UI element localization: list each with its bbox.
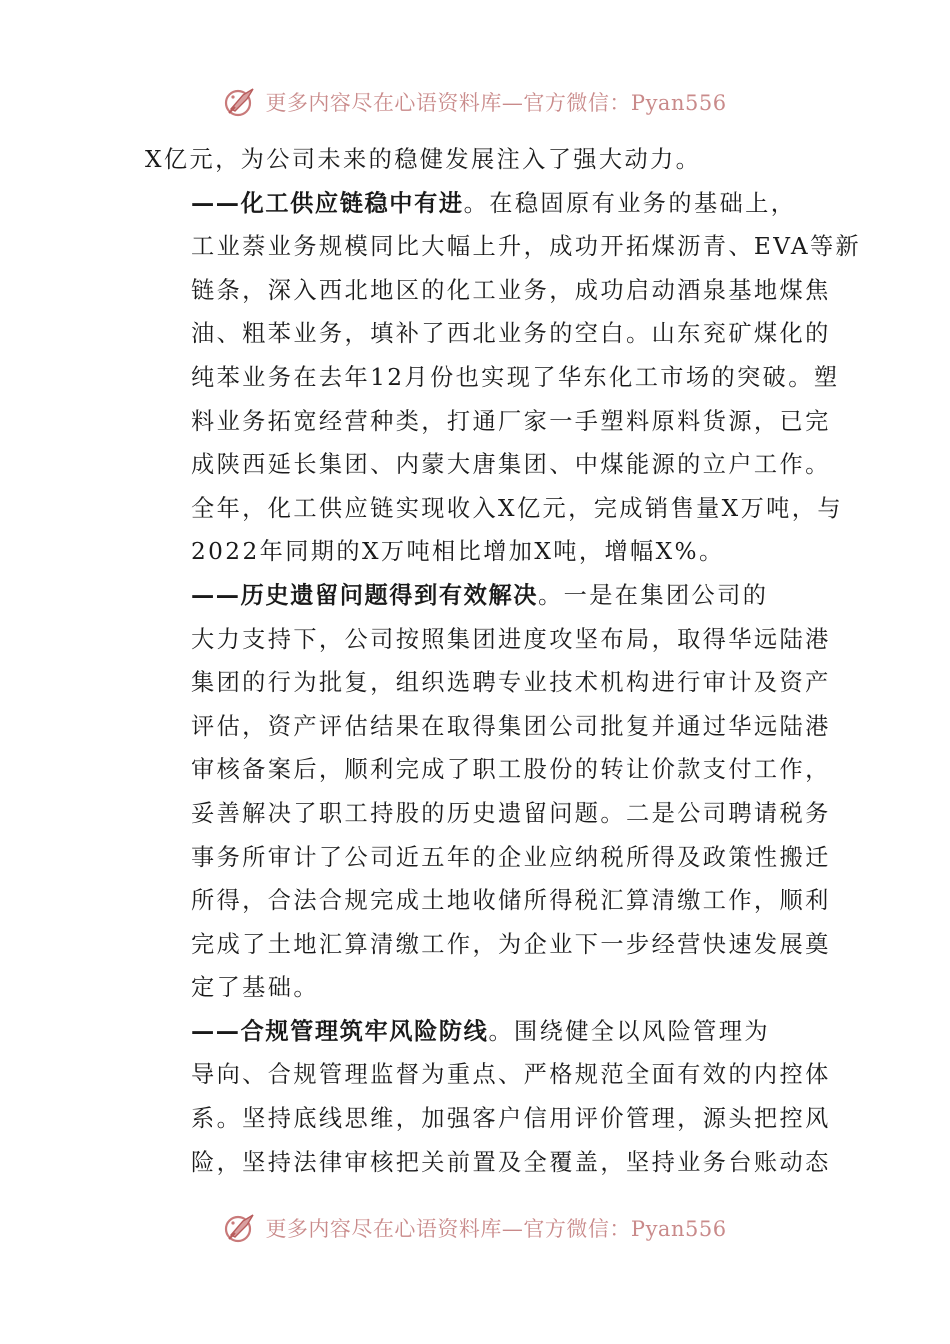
paragraph-legacy-issues [145,574,831,1010]
text-line: 定了基础。 [191,974,319,1002]
section-heading: ——合规管理筑牢风险防线 [191,1017,489,1045]
text-line: X亿元，为公司未来的稳健发展注入了强大动力。 [145,146,702,173]
section-heading: ——化工供应链稳中有进 [191,189,464,217]
quill-logo-icon [223,1211,257,1245]
text-line: 成陕西延长集团、内蒙大唐集团、中煤能源的立户工作。 [191,451,831,479]
text-line [145,1010,810,1054]
text-line: 事务所审计了公司近五年的企业应纳税所得及政策性搬迁 [191,843,831,871]
text-line: 系。坚持底线思维，加强客户信用评价管理，源头把控风 [191,1105,831,1133]
text-line: 2022年同期的X万吨相比增加X吨，增幅X%。 [191,538,725,566]
paragraph-chemical-supply-chain [145,182,862,574]
text-line: 油、粗苯业务，填补了西北业务的空白。山东兖矿煤化的 [191,320,831,348]
text-line: 大力支持下，公司按照集团进度攻坚布局，取得华远陆港 [191,625,831,653]
text-line: 审核备案后，顺利完成了职工股份的转让价款支付工作， [191,756,831,784]
header-watermark-banner [0,82,950,122]
text-line: 料业务拓宽经营种类，打通厂家一手塑料原料货源，已完 [191,407,831,435]
text-fragment: 。围绕健全以风险管理为 [488,1017,770,1045]
watermark-text: 更多内容尽在心语资料库—官方微信：Pyan556 [265,91,727,115]
section-heading: ——历史遗留问题得到有效解决 [191,581,539,609]
text-line: 链条，深入西北地区的化工业务，成功启动酒泉基地煤焦 [191,276,831,304]
text-line: 妥善解决了职工持股的历史遗留问题。二是公司聘请税务 [191,799,831,827]
text-line: 全年，化工供应链实现收入X亿元，完成销售量X万吨，与 [191,494,843,522]
quill-logo-icon [223,85,257,119]
text-line [145,574,810,618]
text-line: 险，坚持法律审核把关前置及全覆盖，坚持业务台账动态 [191,1148,831,1176]
paragraph-compliance [145,1010,831,1184]
footer-watermark-banner [0,1208,950,1248]
text-line: 集团的行为批复，组织选聘专业技术机构进行审计及资产 [191,669,831,697]
text-line: 所得，合法合规完成土地收储所得税汇算清缴工作，顺利 [191,887,831,915]
document-body [145,138,862,1184]
text-line: 导向、合规管理监督为重点、严格规范全面有效的内控体 [191,1061,831,1089]
text-fragment: 。一是在集团公司的 [538,581,769,609]
paragraph-continuation [145,138,810,182]
text-line: 工业萘业务规模同比大幅上升，成功开拓煤沥青、EVA等新 [191,233,862,261]
text-line: 评估，资产评估结果在取得集团公司批复并通过华远陆港 [191,712,831,740]
text-line: 纯苯业务在去年12月份也实现了华东化工市场的突破。塑 [191,363,840,391]
watermark-text: 更多内容尽在心语资料库—官方微信：Pyan556 [265,1217,727,1241]
text-line: 完成了土地汇算清缴工作，为企业下一步经营快速发展奠 [191,930,831,958]
text-line [145,182,810,226]
text-fragment: 。在稳固原有业务的基础上， [463,189,797,217]
